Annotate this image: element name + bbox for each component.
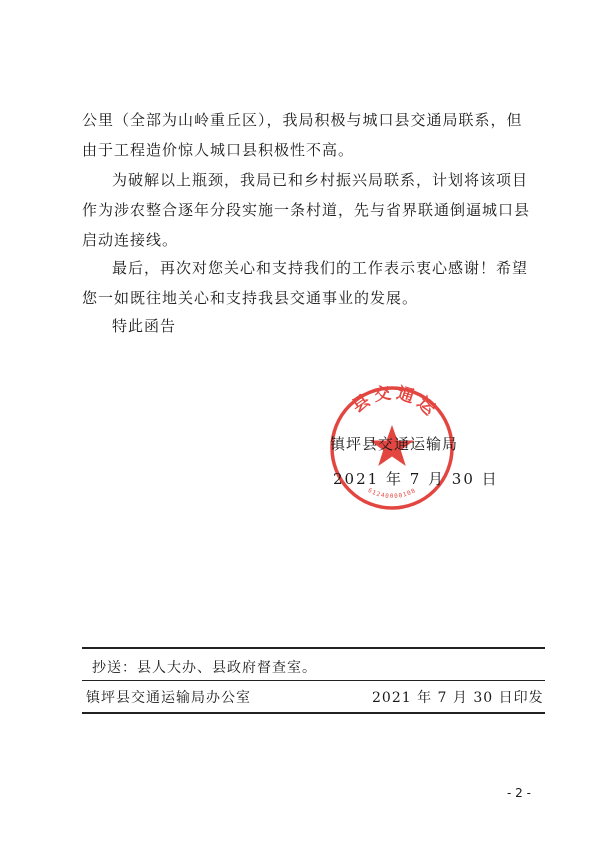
closing-line [82, 311, 522, 341]
footer-divider-top [82, 647, 545, 649]
issue-date: 2021 年 7 月 30 日印发 [372, 690, 544, 706]
paragraph-line: 作为涉农整合逐年分段实施一条村道，先与省界联通倒逼城口县 [82, 201, 531, 219]
paragraph-3 [82, 253, 529, 313]
paragraph-line: 公里（全部为山岭重丘区），我局积极与城口县交通局联系，但 [82, 111, 523, 129]
paragraph-line: 启动连接线。 [82, 231, 179, 249]
footer-divider-middle [82, 680, 545, 681]
paragraph-line: 您一如既往地关心和支持我县交通事业的发展。 [82, 289, 419, 307]
signature-date: 2021 年 7 月 30 日 [333, 470, 499, 488]
paragraph-2 [82, 165, 531, 255]
paragraph-line: 为破解以上瓶颈，我局已和乡村振兴局联系，计划将该项目 [112, 171, 529, 189]
signature-organization: 镇坪县交通运输局 [330, 435, 459, 453]
seal-number: 61240000108 [366, 487, 418, 501]
seal-text: 县交通运 [348, 383, 442, 423]
paragraph-line: 由于工程造价惊人城口县积极性不高。 [82, 141, 355, 159]
paragraph-1 [82, 105, 522, 165]
paragraph-line: 最后，再次对您关心和支持我们的工作表示衷心感谢！希望 [112, 259, 529, 277]
page-number: - 2 - [507, 786, 531, 800]
footer-divider-bottom [82, 712, 545, 714]
issuing-office: 镇坪县交通运输局办公室 [86, 690, 251, 706]
closing-text: 特此函告 [112, 317, 177, 335]
cc-line: 抄送：县人大办、县政府督查室。 [92, 660, 317, 676]
